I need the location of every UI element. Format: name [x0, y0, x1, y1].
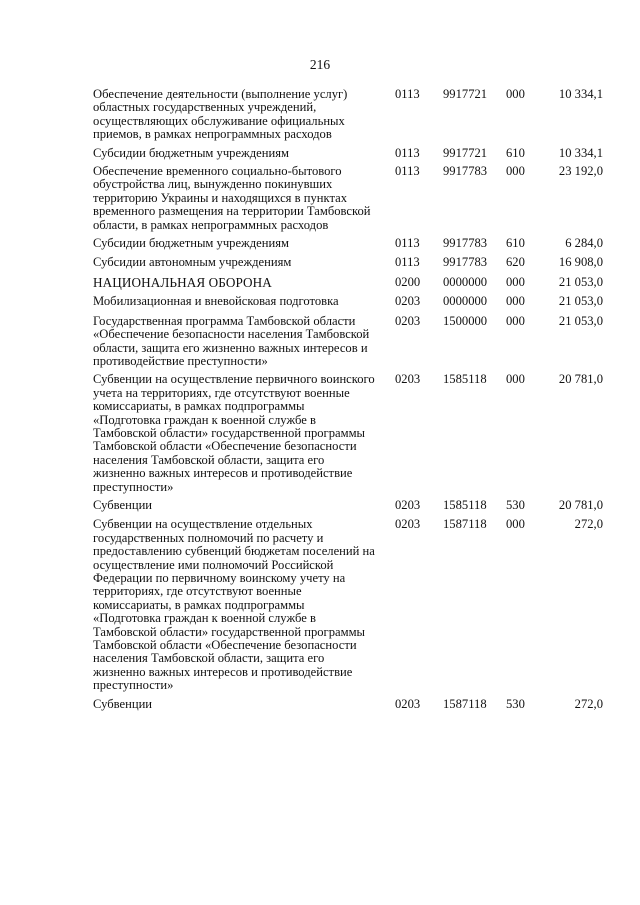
row-amount: 21 053,0 [558, 274, 603, 289]
row-section-code: 0113 [395, 145, 420, 160]
row-target-code: 9917721 [443, 87, 488, 101]
row-section-code: 0203 [395, 517, 421, 532]
row-expense-type-code: 000 [506, 372, 525, 387]
row-target-code: 1585118 [443, 497, 487, 512]
row-name: Субвенции на осуществление отдельных государственных полномочий по расчету и предоставлению субвенций бюджетам поселений на осуществление ими полномочий Российской Федерации по первичному воинскому учету на территориях, где отсутствуют военные комиссариаты, в рамках подпрограммы «Подготовка граждан к военной службе в Тамбовской области» государственной программы Тамбовской области «Обеспечение безопасности населения Тамбовской области, защита его жизненно важных интересов и противодействие преступности» [93, 517, 375, 693]
table-row [93, 499, 603, 512]
row-expense-type-code: 000 [506, 87, 525, 101]
row-section-code: 0203 [395, 294, 421, 309]
row-target-code: 9917783 [443, 255, 488, 270]
row-target-code: 1587118 [443, 696, 487, 711]
row-expense-type-code: 620 [506, 255, 525, 270]
row-amount: 21 053,0 [558, 294, 603, 309]
row-target-code: 0000000 [443, 294, 488, 309]
row-amount: 21 053,0 [558, 313, 603, 328]
row-section-code: 0113 [395, 255, 420, 270]
row-amount: 20 781,0 [558, 372, 603, 387]
row-name: Субвенции [93, 497, 153, 512]
table-row [93, 165, 603, 232]
row-amount: 272,0 [574, 517, 603, 532]
row-expense-type-code: 000 [506, 164, 525, 179]
row-target-code: 9917721 [443, 145, 488, 160]
row-expense-type-code: 530 [506, 497, 525, 512]
row-name: Государственная программа Тамбовской области «Обеспечение безопасности населения Тамбовской области, защита его жизненно важных интересов и противодействие преступности» [93, 313, 370, 368]
table-row [93, 256, 603, 269]
row-expense-type-code: 000 [506, 313, 525, 328]
row-name: НАЦИОНАЛЬНАЯ ОБОРОНА [93, 274, 272, 290]
row-expense-type-code: 000 [506, 294, 525, 309]
row-name: Обеспечение временного социально-бытового обустройства лиц, вынужденно покинувших территорию Украины и находящихся в пунктах временного размещения на территории Тамбовской области, в рамках непрограммных расходов [93, 164, 371, 232]
table-row [93, 147, 603, 160]
table-row [93, 315, 603, 369]
table-row [93, 698, 603, 711]
row-name: Обеспечение деятельности (выполнение услуг) областных государственных учреждений, осуществляющих обслуживание официальных приемов, в рамках непрограммных расходов [93, 87, 348, 142]
row-amount: 16 908,0 [558, 255, 603, 270]
row-expense-type-code: 000 [506, 274, 525, 289]
row-section-code: 0203 [395, 372, 421, 387]
row-section-code: 0203 [395, 313, 421, 328]
table-row [93, 295, 603, 308]
row-target-code: 0000000 [443, 274, 488, 289]
row-name: Субсидии автономным учреждениям [93, 255, 292, 270]
row-amount: 20 781,0 [558, 497, 603, 512]
row-section-code: 0113 [395, 164, 420, 179]
row-section-code: 0203 [395, 696, 421, 711]
row-target-code: 1585118 [443, 372, 487, 387]
table-row [93, 88, 603, 142]
row-expense-type-code: 610 [506, 145, 525, 160]
row-expense-type-code: 610 [506, 236, 525, 251]
row-name: Субсидии бюджетным учреждениям [93, 236, 289, 251]
row-name: Мобилизационная и вневойсковая подготовка [93, 294, 339, 309]
table-row [93, 237, 603, 250]
row-section-code: 0200 [395, 274, 421, 289]
budget-table [93, 88, 603, 716]
row-target-code: 1587118 [443, 517, 487, 532]
table-row [93, 518, 603, 692]
row-amount: 272,0 [574, 696, 603, 711]
row-amount: 10 334,1 [558, 87, 603, 101]
page-number: 216 [309, 57, 331, 72]
row-name: Субвенции [93, 696, 153, 711]
row-amount: 10 334,1 [558, 145, 603, 160]
row-expense-type-code: 530 [506, 696, 525, 711]
row-name: Субсидии бюджетным учреждениям [93, 145, 289, 160]
row-section-code: 0113 [395, 236, 420, 251]
row-section-code: 0113 [395, 87, 420, 101]
row-name: Субвенции на осуществление первичного воинского учета на территориях, где отсутствуют военные комиссариаты, в рамках подпрограммы «Подготовка граждан к военной службе в Тамбовской области» государственной программы Тамбовской области «Обеспечение безопасности населения Тамбовской области, защита его жизненно важных интересов и противодействие преступности» [93, 372, 375, 494]
row-amount: 6 284,0 [565, 236, 603, 251]
section-heading-row [93, 276, 603, 289]
row-amount: 23 192,0 [558, 164, 603, 179]
row-target-code: 1500000 [443, 313, 488, 328]
row-section-code: 0203 [395, 497, 421, 512]
table-row [93, 373, 603, 494]
row-target-code: 9917783 [443, 164, 488, 179]
row-target-code: 9917783 [443, 236, 488, 251]
row-expense-type-code: 000 [506, 517, 525, 532]
